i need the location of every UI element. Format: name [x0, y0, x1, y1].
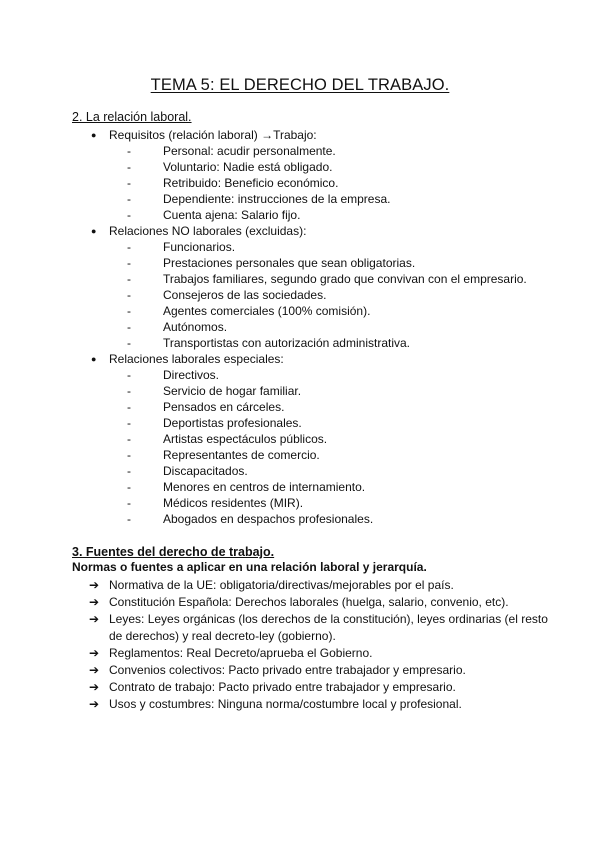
dash-item-text: Dependiente: instrucciones de la empresa.	[163, 192, 391, 206]
dash-item-text: Voluntario: Nadie está obligado.	[163, 160, 333, 174]
arrow-right-icon: ➔	[89, 646, 100, 660]
dash-item	[127, 303, 572, 319]
dash-icon: -	[127, 304, 131, 318]
bullet-icon: ●	[91, 354, 97, 364]
dash-item	[127, 399, 572, 415]
arrow-right-icon: ➔	[89, 697, 100, 711]
bullet-label: Relaciones laborales especiales:	[109, 352, 284, 366]
bullet-item	[72, 127, 572, 223]
arrow-item	[72, 679, 562, 696]
dash-icon: -	[127, 208, 131, 222]
dash-item	[127, 383, 572, 399]
dash-icon: -	[127, 320, 131, 334]
dash-icon: -	[127, 144, 131, 158]
dash-item	[127, 463, 572, 479]
dash-item	[127, 447, 572, 463]
arrow-item	[72, 611, 562, 645]
arrow-list	[72, 577, 562, 713]
bullet-item	[72, 351, 572, 527]
dash-item	[127, 495, 572, 511]
dash-icon: -	[127, 384, 131, 398]
arrow-item	[72, 662, 562, 679]
dash-icon: -	[127, 464, 131, 478]
bullet-icon: ●	[91, 130, 97, 140]
arrow-item-text: Contrato de trabajo: Pacto privado entre trabajador y empresario.	[109, 680, 456, 694]
dash-item-text: Servicio de hogar familiar.	[163, 384, 302, 398]
dash-icon: -	[127, 512, 131, 526]
dash-item-text: Autónomos.	[163, 320, 228, 334]
dash-item	[127, 319, 572, 335]
dash-item	[127, 367, 572, 383]
arrow-item-text: Usos y costumbres: Ninguna norma/costumbre local y profesional.	[109, 697, 462, 711]
arrow-right-icon: ➔	[89, 595, 100, 609]
dash-item	[127, 271, 572, 287]
arrow-item	[72, 696, 562, 713]
arrow-right-icon: ➔	[89, 612, 100, 626]
dash-list	[109, 367, 572, 527]
dash-icon: -	[127, 160, 131, 174]
arrow-item	[72, 645, 562, 662]
dash-item	[127, 207, 572, 223]
dash-item-text: Transportistas con autorización administrativa.	[163, 336, 410, 350]
dash-item	[127, 479, 572, 495]
arrow-right-icon: ➔	[89, 680, 100, 694]
dash-item-text: Directivos.	[163, 368, 220, 382]
dash-item	[127, 143, 572, 159]
dash-icon: -	[127, 336, 131, 350]
dash-item	[127, 159, 572, 175]
dash-icon: -	[127, 480, 131, 494]
dash-list	[109, 143, 572, 223]
arrow-item-text: Convenios colectivos: Pacto privado entre trabajador y empresario.	[109, 663, 466, 677]
section-title: 3. Fuentes del derecho de trabajo.	[72, 545, 275, 559]
bullet-label: Relaciones NO laborales (excluidas):	[109, 224, 307, 238]
dash-icon: -	[127, 192, 131, 206]
dash-icon: -	[127, 432, 131, 446]
dash-icon: -	[127, 240, 131, 254]
dash-item	[127, 511, 572, 527]
dash-item-text: Pensados en cárceles.	[163, 400, 285, 414]
dash-item-text: Prestaciones personales que sean obligatorias.	[163, 256, 416, 270]
arrow-right-icon: ➔	[89, 663, 100, 677]
arrow-item-text: Constitución Española: Derechos laborales (huelga, salario, convenio, etc).	[109, 595, 509, 609]
arrow-item	[72, 577, 562, 594]
arrow-item-text: Normativa de la UE: obligatoria/directivas/mejorables por el país.	[109, 578, 454, 592]
dash-icon: -	[127, 416, 131, 430]
dash-icon: -	[127, 368, 131, 382]
dash-icon: -	[127, 256, 131, 270]
dash-item-text: Consejeros de las sociedades.	[163, 288, 327, 302]
section-title: 2. La relación laboral.	[72, 110, 192, 124]
section-subtitle: Normas o fuentes a aplicar en una relación laboral y jerarquía.	[72, 560, 427, 574]
dash-item-text: Personal: acudir personalmente.	[163, 144, 336, 158]
section-relacion-laboral	[72, 110, 572, 527]
dash-item-text: Trabajos familiares, segundo grado que convivan con el empresario.	[163, 272, 527, 286]
dash-item-text: Funcionarios.	[163, 240, 236, 254]
dash-item	[127, 415, 572, 431]
dash-item-text: Menores en centros de internamiento.	[163, 480, 366, 494]
arrow-item	[72, 594, 562, 611]
dash-item	[127, 239, 572, 255]
dash-icon: -	[127, 176, 131, 190]
bullet-item	[72, 223, 572, 351]
dash-item	[127, 287, 572, 303]
dash-item-text: Discapacitados.	[163, 464, 248, 478]
dash-list	[109, 239, 572, 351]
arrow-item-text: Leyes: Leyes orgánicas (los derechos de la constitución), leyes ordinarias (el resto de derechos) y real decreto-ley (gobierno).	[109, 612, 548, 643]
arrow-right-icon: ➔	[89, 578, 100, 592]
bullet-list	[72, 127, 572, 527]
bullet-label: Requisitos (relación laboral) →Trabajo:	[109, 128, 317, 142]
dash-item	[127, 431, 572, 447]
dash-item-text: Retribuido: Beneficio económico.	[163, 176, 339, 190]
dash-item-text: Abogados en despachos profesionales.	[163, 512, 374, 526]
dash-item	[127, 175, 572, 191]
dash-item	[127, 255, 572, 271]
dash-item	[127, 191, 572, 207]
dash-icon: -	[127, 288, 131, 302]
page-title: TEMA 5: EL DERECHO DEL TRABAJO.	[150, 76, 450, 94]
dash-item-text: Representantes de comercio.	[163, 448, 320, 462]
dash-item-text: Agentes comerciales (100% comisión).	[163, 304, 371, 318]
arrow-item-text: Reglamentos: Real Decreto/aprueba el Gobierno.	[109, 646, 373, 660]
dash-icon: -	[127, 272, 131, 286]
dash-item-text: Artistas espectáculos públicos.	[163, 432, 328, 446]
dash-item-text: Deportistas profesionales.	[163, 416, 302, 430]
dash-item-text: Cuenta ajena: Salario fijo.	[163, 208, 301, 222]
bullet-icon: ●	[91, 226, 97, 236]
dash-icon: -	[127, 448, 131, 462]
dash-icon: -	[127, 496, 131, 510]
section-fuentes-derecho	[72, 545, 562, 713]
dash-icon: -	[127, 400, 131, 414]
dash-item-text: Médicos residentes (MIR).	[163, 496, 304, 510]
dash-item	[127, 335, 572, 351]
